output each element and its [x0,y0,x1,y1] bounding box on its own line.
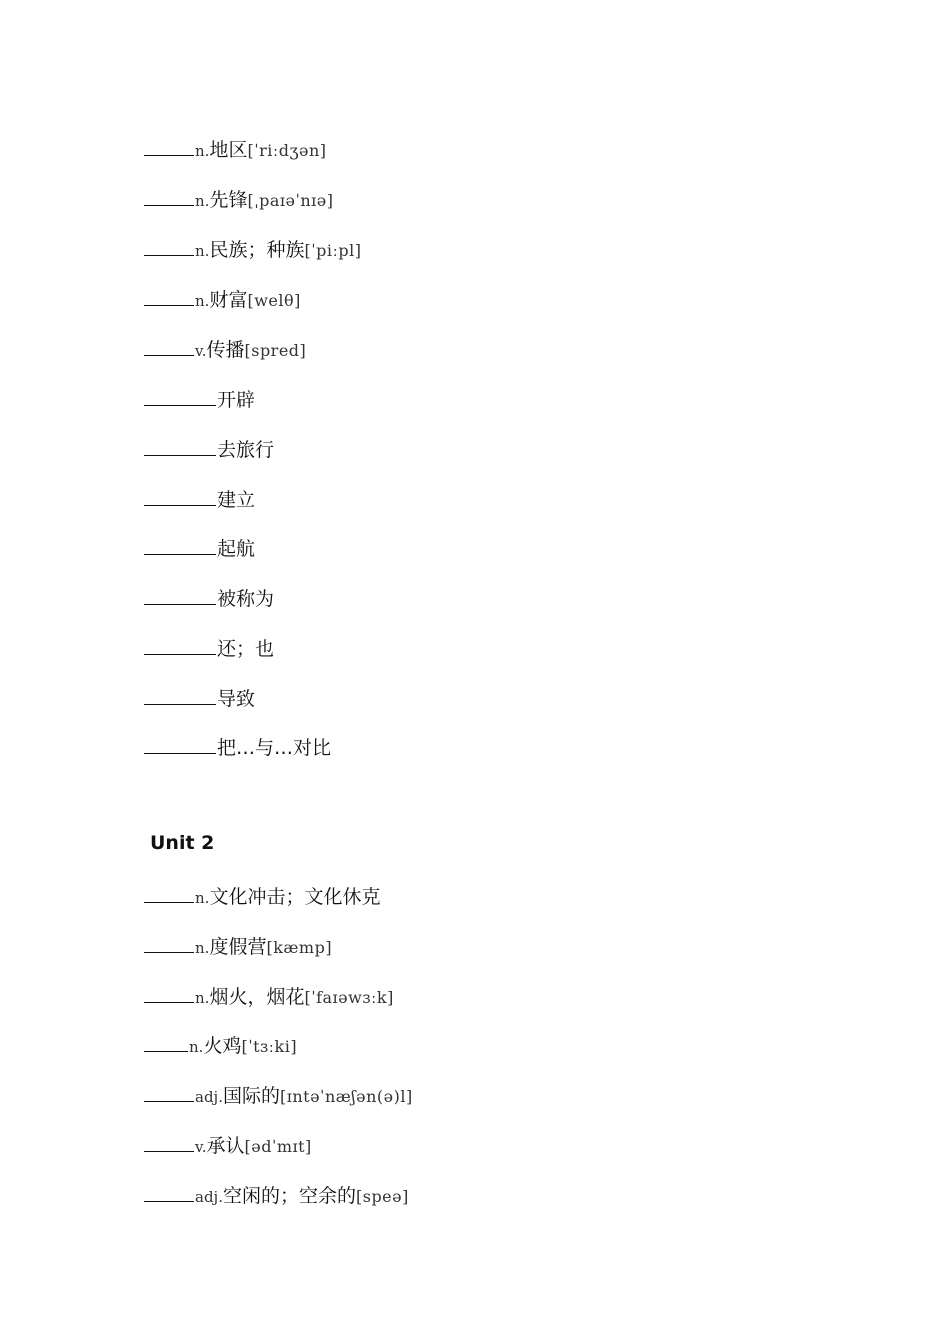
meaning: 承认 [206,1135,245,1157]
part-of-speech: n. [195,292,210,310]
answer-blank[interactable] [144,1033,188,1052]
answer-blank[interactable] [144,1183,194,1202]
meaning: 空闲的；空余的 [222,1185,356,1207]
phonetic: [welθ] [247,291,301,310]
part-of-speech: adj. [195,1088,223,1106]
phonetic: [ˈriːdʒən] [247,141,327,160]
vocab-item [144,982,394,1012]
part-of-speech: n. [189,1038,204,1056]
meaning: 国际的 [222,1085,280,1107]
answer-blank[interactable] [144,1133,194,1152]
unit-heading: Unit 2 [150,832,215,854]
vocab-item [144,335,306,365]
vocab-item [144,185,334,215]
phrase-item [144,634,274,664]
answer-blank[interactable] [144,137,194,156]
vocab-item [144,1031,297,1061]
part-of-speech: n. [195,889,210,907]
part-of-speech: n. [195,989,210,1007]
phrase-meaning: 去旅行 [217,439,275,461]
phrase-meaning: 被称为 [217,588,275,610]
part-of-speech: n. [195,192,210,210]
meaning: 烟火，烟花 [209,986,305,1008]
phonetic: [speə] [355,1187,409,1206]
answer-blank[interactable] [144,536,216,555]
answer-blank[interactable] [144,686,216,705]
meaning: 先锋 [209,189,248,211]
part-of-speech: n. [195,142,210,160]
vocab-item [144,135,327,165]
phonetic: [spred] [244,341,307,360]
phonetic: [ˈfaɪəwɜːk] [304,988,394,1007]
answer-blank[interactable] [144,1083,194,1102]
answer-blank[interactable] [144,586,216,605]
answer-blank[interactable] [144,387,216,406]
part-of-speech: n. [195,939,210,957]
answer-blank[interactable] [144,487,216,506]
phonetic: [kæmp] [266,938,333,957]
answer-blank[interactable] [144,984,194,1003]
meaning: 民族；种族 [209,239,305,261]
meaning: 地区 [209,139,248,161]
answer-blank[interactable] [144,337,194,356]
answer-blank[interactable] [144,437,216,456]
phrase-meaning: 导致 [217,688,256,710]
phrase-meaning: 起航 [217,538,256,560]
answer-blank[interactable] [144,187,194,206]
answer-blank[interactable] [144,735,216,754]
vocab-item [144,285,301,315]
vocab-item [144,932,332,962]
phonetic: [ədˈmɪt] [244,1137,312,1156]
answer-blank[interactable] [144,934,194,953]
phrase-item [144,385,255,415]
phrase-meaning: 建立 [217,489,256,511]
answer-blank[interactable] [144,237,194,256]
meaning: 火鸡 [203,1035,242,1057]
vocab-item [144,1131,312,1161]
answer-blank[interactable] [144,636,216,655]
phrase-item [144,584,274,614]
phrase-item [144,733,331,763]
phrase-meaning: 还；也 [217,638,275,660]
answer-blank[interactable] [144,287,194,306]
meaning: 财富 [209,289,248,311]
meaning: 传播 [206,339,245,361]
phrase-meaning: 把…与…对比 [217,737,332,759]
phonetic: [ˈtɜːki] [241,1037,298,1056]
part-of-speech: v. [195,1138,207,1156]
vocab-item [144,1181,409,1211]
part-of-speech: n. [195,242,210,260]
meaning: 度假营 [209,936,267,958]
phrase-item [144,435,274,465]
phonetic: [ɪntəˈnæʃən(ə)l] [279,1087,413,1106]
phonetic: [ˌpaɪəˈnɪə] [247,191,334,210]
answer-blank[interactable] [144,884,194,903]
vocab-item [144,235,361,265]
vocab-item [144,1081,413,1111]
part-of-speech: v. [195,342,207,360]
part-of-speech: adj. [195,1188,223,1206]
phrase-meaning: 开辟 [217,389,256,411]
phrase-item [144,485,255,515]
phrase-item [144,684,255,714]
vocab-item [144,882,380,912]
phrase-item [144,534,255,564]
phonetic: [ˈpiːpl] [304,241,362,260]
meaning: 文化冲击；文化休克 [209,886,381,908]
